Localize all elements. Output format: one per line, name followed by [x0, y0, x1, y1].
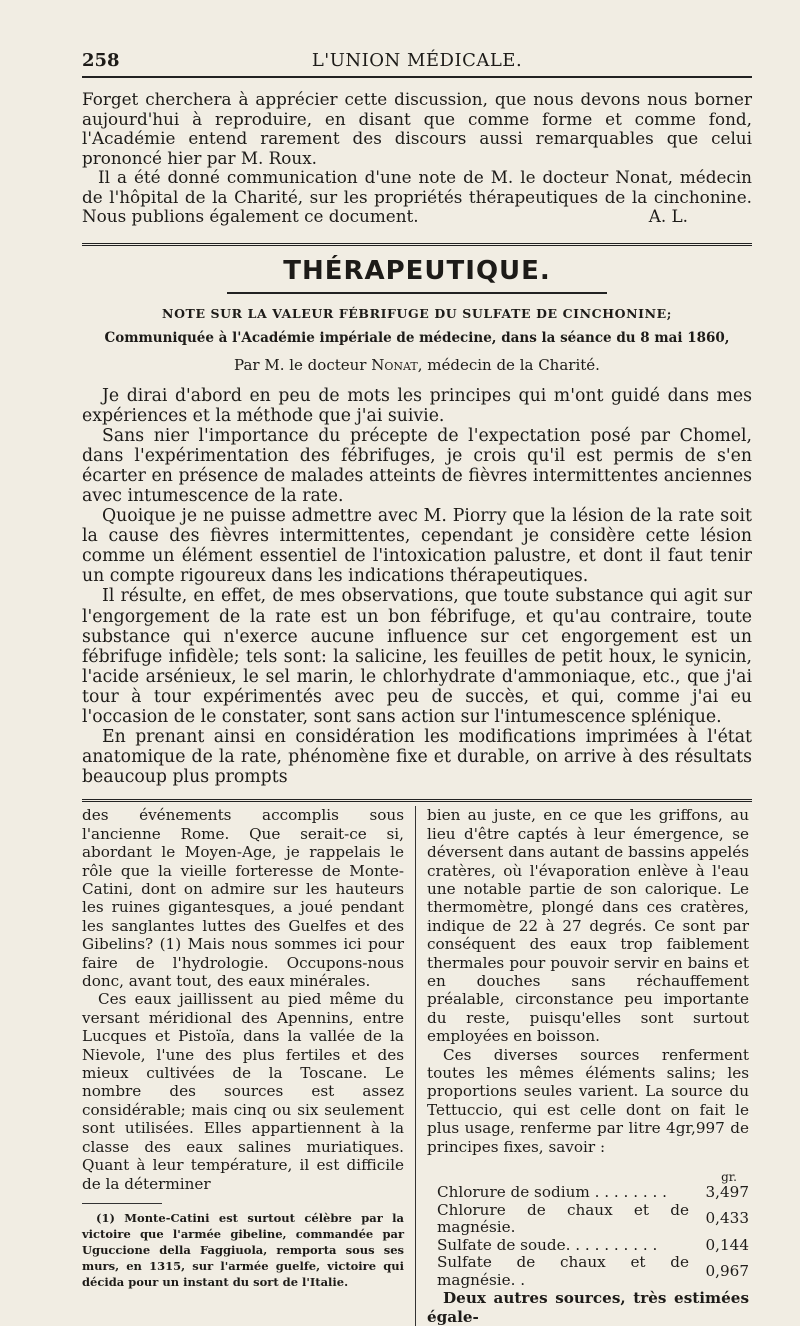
author-suffix: , médecin de la Charité.	[417, 355, 600, 374]
composition-row	[427, 1254, 749, 1289]
composition-row	[427, 1202, 749, 1237]
right-paragraph-3: Deux autres sources, très estimées égale-	[427, 1289, 749, 1326]
intro-paragraph-2: Il a été donné communication d'une note de M. le docteur Nonat, médecin de l'hôpital de la Charité, sur les propriétés thérapeutiques de la cinchonine. Nous publions également ce document.	[82, 167, 752, 226]
author-prefix: Par M. le docteur	[234, 355, 367, 374]
body-paragraph-4: Il résulte, en effet, de mes observations, que toute substance qui agit sur l'engorgement de la rate est un bon fébrifuge, et qu'au contraire, toute substance qui n'exerce aucune influence sur cet engorgement est un fébrifuge infidèle; tels sont: la salicine, les feuilles de petit houx, le synicin, l'acide arsénieux, le sel marin, le chlorhydrate d'ammoniaque, etc., que j'ai tour à tour expérimentés avec peu de succès, et qui, comme j'ai eu l'occasion de le constater, sont sans action sur l'intumescence splénique.	[82, 586, 752, 727]
composition-table	[427, 1184, 749, 1289]
footnote-text: (1) Monte-Catini est surtout célèbre par la victoire que l'armée gibeline, commandée par Uguccione della Faggiuola, remporta sous ses murs, en 1315, sur l'armée guelfe, victoire qui décida pour un instant du sort de l'Italie.	[82, 1210, 404, 1289]
composition-value: 0,967	[705, 1261, 749, 1280]
note-author	[82, 354, 752, 376]
body-paragraph-2: Sans nier l'importance du précepte de l'expectation posé par Chomel, dans l'expérimentation des fébrifuges, je crois qu'il est permis de s'en écarter en présence de malades atteints de fièvres intermittentes anciennes avec intumescence de la rate.	[82, 425, 752, 506]
feuilleton-separator	[82, 799, 752, 802]
composition-name: Sulfate de soude. . . . . . . . . .	[437, 1235, 658, 1254]
composition-name: Sulfate de chaux et de magnésie. .	[437, 1253, 689, 1289]
note-communicated: Communiquée à l'Académie impériale de médecine, dans la séance du 8 mai 1860,	[104, 329, 730, 346]
page-number: 258	[82, 50, 120, 71]
article-body	[82, 386, 752, 788]
feuilleton-left-column	[82, 806, 416, 1326]
section-title: THÉRAPEUTIQUE.	[283, 255, 551, 286]
composition-value: 3,497	[705, 1183, 749, 1202]
intro-text	[82, 90, 752, 227]
journal-title: L'UNION MÉDICALE.	[311, 50, 523, 71]
section-separator	[82, 243, 752, 246]
right-paragraph-1: bien au juste, en ce que les griffons, au lieu d'être captés à leur émergence, se déversent dans autant de bassins appelés cratères, où l'évaporation enlève à l'eau une notable partie de son calorique. Le thermomètre, plongé dans ces cratères, indique de 22 à 27 degrés. Ce sont par conséquent des eaux trop faiblement thermales pour pouvoir servir en bains et en douches sans réchauffement préalable, circonstance peu importante du reste, puisqu'elles sont surtout employées en boisson.	[427, 806, 749, 1046]
intro-paragraph-1: Forget cherchera à apprécier cette discussion, que nous devons nous borner aujourd'hui à reproduire, en disant que comme forme et comme fond, l'Académie entend rarement des discours aussi remarquables que celui prononcé hier par M. Roux.	[82, 89, 752, 168]
feuilleton-right-column	[416, 806, 749, 1326]
section-title-rule	[227, 292, 607, 294]
page	[82, 46, 752, 1326]
composition-unit: gr.	[721, 1170, 737, 1185]
running-head	[82, 46, 752, 76]
right-paragraph-2: Ces diverses sources renferment toutes les mêmes éléments salins; les proportions seules varient. La source du Tettuccio, qui est celle dont on fait le plus usage, renferme par litre 4gr,997 de principes fixes, savoir :	[427, 1045, 749, 1156]
composition-name: Chlorure de chaux et de magnésie.	[437, 1200, 689, 1237]
body-paragraph-3: Quoique je ne puisse admettre avec M. Piorry que la lésion de la rate soit la cause des fièvres intermittentes, cependant je considère cette lésion comme un élément essentiel de l'intoxication palustre, et dont il faut tenir un compte rigoureux dans les indications thérapeutiques.	[82, 506, 752, 587]
composition-row	[427, 1237, 749, 1255]
composition-value: 0,144	[705, 1235, 749, 1254]
footnote-rule	[82, 1203, 162, 1204]
left-paragraph-1: des événements accomplis sous l'ancienne Rome. Que serait-ce si, abordant le Moyen-Age, je rappelais le rôle que la vieille forteresse de Monte-Catini, dont on admire sur les hauteurs les ruines gigantesques, a joué pendant les sanglantes luttes des Guelfes et des Gibelins? (1) Mais nous sommes ici pour faire de l'hydrologie. Occupons-nous donc, avant tout, des eaux minérales.	[82, 806, 404, 991]
header-rule	[82, 76, 752, 78]
author-name: Nonat	[371, 355, 418, 374]
left-paragraph-2: Ces eaux jaillissent au pied même du versant méridional des Apennins, entre Lucques et Pistoïa, dans la vallée de la Nievole, l'une des plus fertiles et des mieux cultivées de la Toscane. Le nombre des sources est assez considérable; mais cinq ou six seulement sont utilisées. Elles appartiennent à la classe des eaux salines muriatiques. Quant à leur température, il est difficile de la déterminer	[82, 990, 404, 1193]
composition-value: 0,433	[705, 1209, 749, 1228]
body-paragraph-1: Je dirai d'abord en peu de mots les principes qui m'ont guidé dans mes expériences et la méthode que j'ai suivie.	[82, 385, 752, 426]
intro-signature: A. L.	[648, 206, 688, 226]
feuilleton-columns	[82, 806, 752, 1326]
footnote	[82, 1210, 404, 1290]
composition-name: Chlorure de sodium . . . . . . . .	[437, 1183, 668, 1202]
body-paragraph-5: En prenant ainsi en considération les modifications imprimées à l'état anatomique de la rate, phénomène fixe et durable, on arrive à des résultats beaucoup plus prompts	[82, 727, 752, 788]
note-title: NOTE SUR LA VALEUR FÉBRIFUGE DU SULFATE DE CINCHONINE;	[162, 305, 672, 321]
